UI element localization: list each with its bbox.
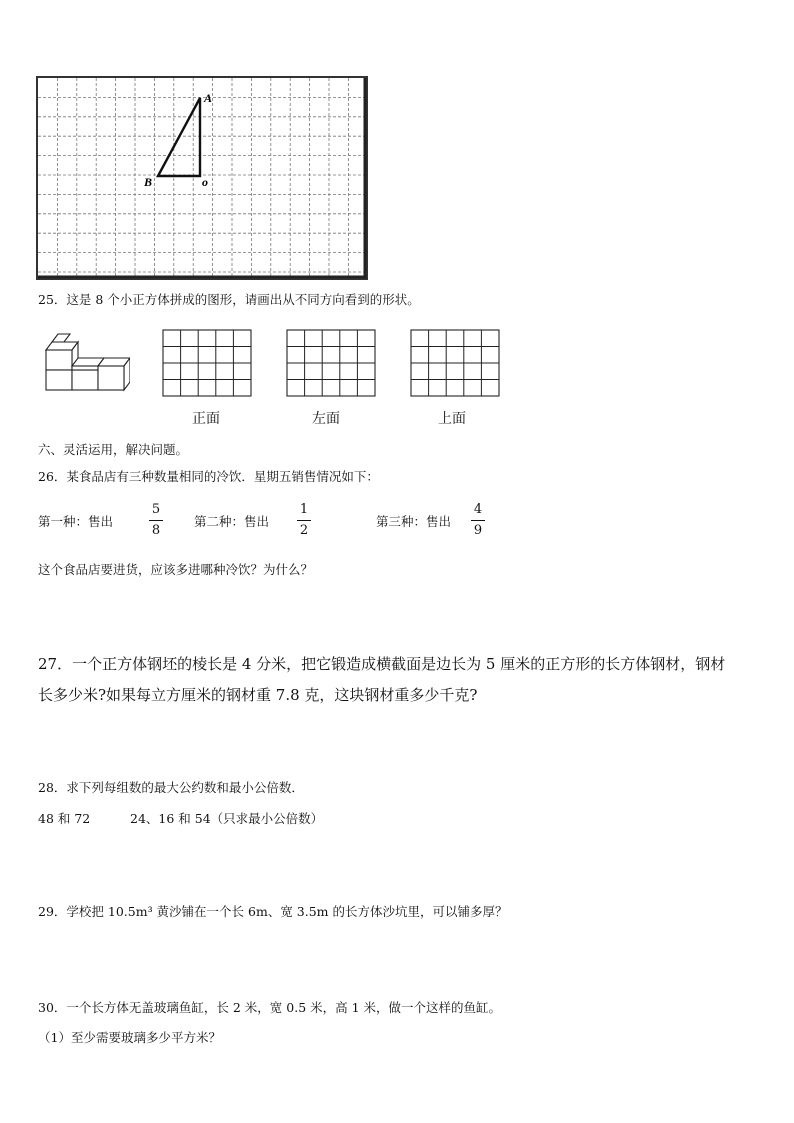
- fraction-bar: [297, 520, 311, 521]
- q26-item1-numerator: 5: [151, 502, 161, 517]
- fraction-bar: [471, 520, 485, 521]
- q26-item2-label: 第二种：售出: [194, 514, 270, 529]
- q26-item1-denominator: 8: [151, 523, 161, 538]
- q27-line1: 27．一个正方体钢坯的棱长是 4 分米，把它锻造成横截面是边长为 5 厘米的正方形的长方体钢材，钢材: [38, 655, 726, 673]
- q28-group2: 24、16 和 54（只求最小公倍数）: [130, 811, 324, 826]
- front-view-caption: 正面: [192, 411, 220, 427]
- grid-triangle-svg: [36, 76, 370, 284]
- q26-item1-label: 第一种：售出: [38, 514, 114, 529]
- q26-question: 这个食品店要进货，应该多进哪种冷饮？为什么？: [38, 562, 314, 577]
- label-a: A: [204, 91, 213, 105]
- q26-item3-denominator: 9: [473, 523, 483, 538]
- label-b: B: [144, 175, 153, 189]
- top-view-caption: 上面: [438, 411, 466, 427]
- grid-triangle-figure: [36, 76, 370, 284]
- cube-stack-svg: [40, 330, 130, 396]
- q30-sub1: （1）至少需要玻璃多少平方米？: [38, 1030, 221, 1045]
- q28-group1: 48 和 72: [38, 811, 91, 826]
- section6-title: 六、灵活运用，解决问题。: [38, 442, 189, 457]
- q27-line2: 长多少米?如果每立方厘米的钢材重 7.8 克，这块钢材重多少千克?: [38, 686, 478, 704]
- left-view-grid[interactable]: [286, 329, 376, 397]
- q26-item1-fraction: [148, 502, 164, 539]
- cube-stack-figure: [40, 330, 130, 396]
- q26-item3-label: 第三种：售出: [376, 514, 452, 529]
- q26-item2-denominator: 2: [299, 523, 309, 538]
- q26-item2-numerator: 1: [299, 502, 309, 517]
- top-view-grid[interactable]: [410, 329, 500, 397]
- label-o: o: [202, 175, 208, 189]
- q25-text: 25．这是 8 个小正方体拼成的图形，请画出从不同方向看到的形状。: [38, 292, 420, 307]
- front-view-grid[interactable]: [162, 329, 252, 397]
- left-view-caption: 左面: [312, 411, 340, 427]
- q29-text: 29．学校把 10.5m³ 黄沙铺在一个长 6m、宽 3.5m 的长方体沙坑里，可以铺多厚？: [38, 904, 508, 919]
- q26-item2-fraction: [296, 502, 312, 539]
- q28-text: 28．求下列每组数的最大公约数和最小公倍数．: [38, 780, 304, 795]
- q26-text: 26．某食品店有三种数量相同的冷饮．星期五销售情况如下：: [38, 469, 379, 484]
- fraction-bar: [149, 520, 163, 521]
- q30-text: 30．一个长方体无盖玻璃鱼缸，长 2 米，宽 0.5 米，高 1 米，做一个这样的鱼缸。: [38, 1000, 502, 1015]
- q26-item3-fraction: [470, 502, 486, 539]
- q26-item3-numerator: 4: [473, 502, 483, 517]
